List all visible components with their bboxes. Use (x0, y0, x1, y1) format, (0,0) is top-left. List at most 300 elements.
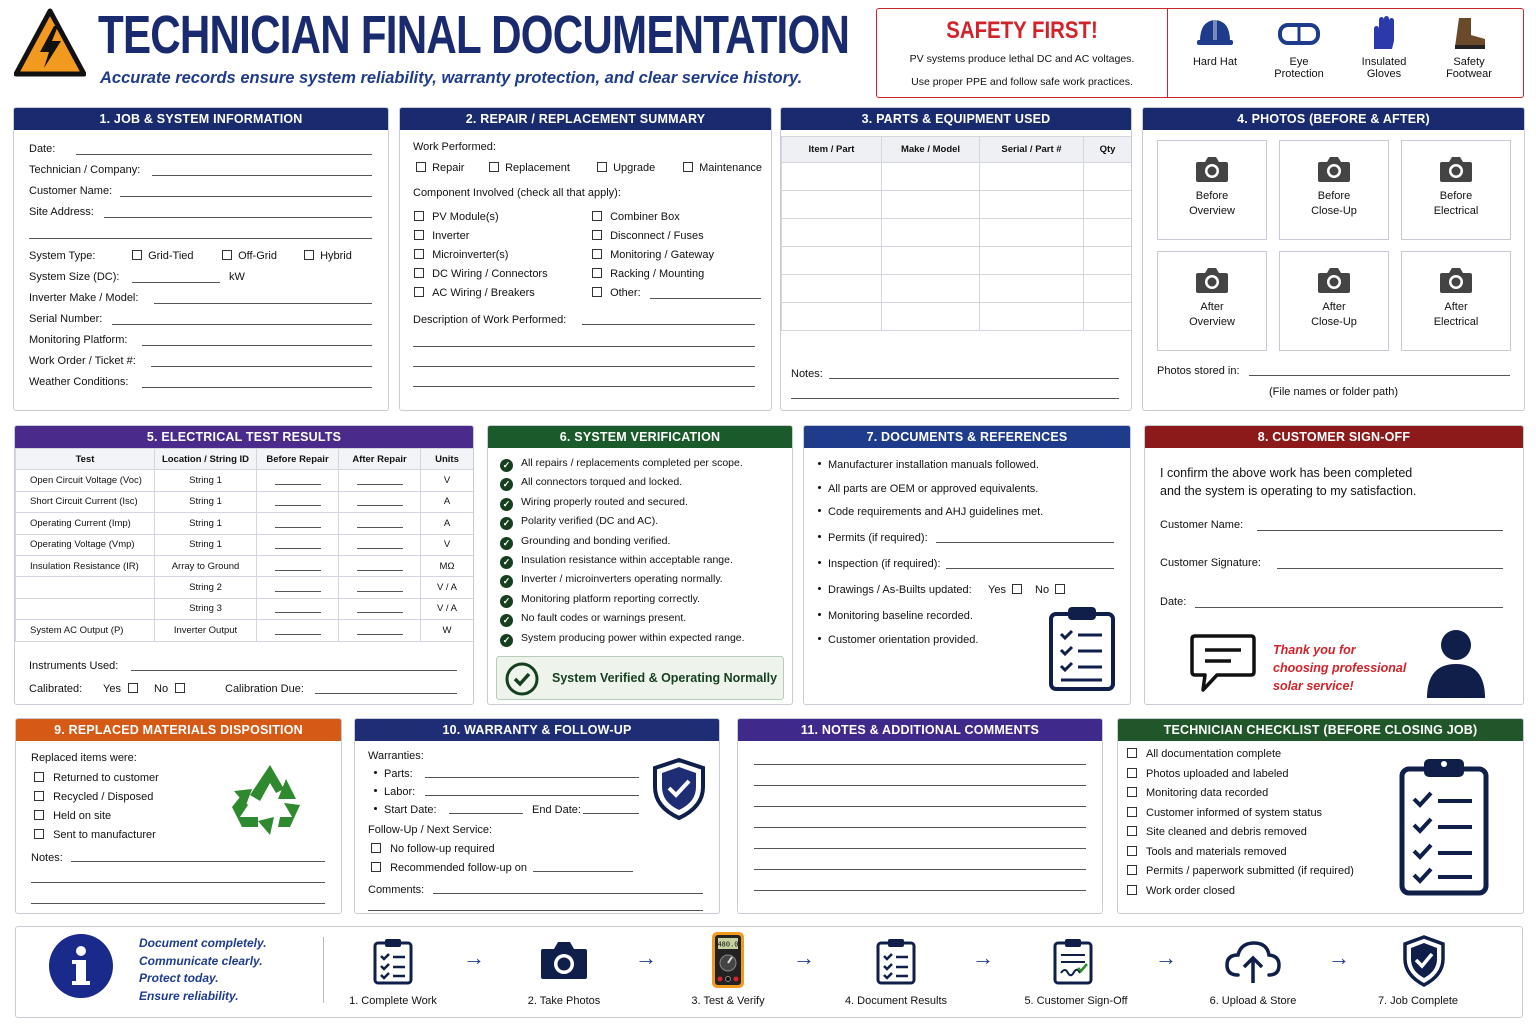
slogan-line: Ensure reliability. (139, 988, 239, 1003)
pv-module-checkbox[interactable] (414, 211, 424, 221)
signoff-date-label: Date: (1160, 596, 1187, 608)
check-icon: ✓ (500, 634, 513, 647)
notes-line[interactable] (754, 827, 1086, 828)
camera-icon (1317, 266, 1351, 294)
section-warranty (354, 718, 720, 914)
returned-checkbox[interactable] (34, 772, 44, 782)
weather-field[interactable] (142, 387, 372, 388)
section-electrical-tests (14, 425, 474, 705)
component-item: Combiner Box (610, 211, 680, 223)
checklist-item: Customer informed of system status (1127, 807, 1322, 819)
test-location: String 1 (155, 470, 257, 491)
calibrated-label: Calibrated: (29, 683, 83, 695)
step-6-label: 6. Upload & Store (1209, 995, 1297, 1007)
slogan-line: Protect today. (139, 971, 219, 985)
page-title: TECHNICIAN FINAL DOCUMENTATION (98, 5, 850, 65)
technician-field[interactable] (152, 175, 372, 176)
photo-label-a: After (1444, 301, 1468, 313)
check-icon: ✓ (500, 459, 513, 472)
recommended-followup-label: Recommended follow-up on (390, 862, 528, 874)
goggles-icon (1277, 15, 1321, 51)
test-name: Operating Current (Imp) (16, 513, 155, 534)
parts-cell[interactable] (782, 275, 882, 303)
disposition-notes-line[interactable] (31, 903, 325, 904)
upgrade-checkbox[interactable] (597, 162, 607, 172)
weather-label: Weather Conditions: (29, 376, 129, 388)
component-item: AC Wiring / Breakers (432, 287, 535, 299)
test-location: String 2 (155, 577, 257, 598)
inverter-label: Inverter Make / Model: (29, 292, 139, 304)
signoff-name-label: Customer Name: (1160, 519, 1244, 531)
system-type-label: System Type: (29, 250, 96, 262)
step-3-label: 3. Test & Verify (691, 995, 765, 1007)
component-item: Microinverter(s) (432, 249, 509, 261)
recycle-icon (230, 761, 310, 837)
after-value[interactable] (339, 470, 421, 491)
dc-wiring-checkbox[interactable] (414, 268, 424, 278)
checklist-checkbox[interactable] (1127, 865, 1137, 875)
work-order-field[interactable] (151, 366, 372, 367)
thanks-line-1: Thank you for (1273, 643, 1356, 657)
section-parts (780, 107, 1132, 411)
doc-drawings: Drawings / As-Builts updated: (818, 584, 972, 596)
calibration-due-label: Calibration Due: (225, 683, 304, 695)
photo-slot[interactable] (1401, 251, 1511, 351)
camera-icon (1317, 155, 1351, 183)
photo-slot[interactable] (1279, 251, 1389, 351)
parts-table (781, 136, 1132, 331)
serial-label: Serial Number: (29, 313, 103, 325)
ppe-hard-hat: Hard Hat (1175, 15, 1255, 68)
recycled-checkbox[interactable] (34, 791, 44, 801)
shield-check-icon (651, 757, 707, 821)
parts-cell[interactable] (782, 247, 882, 275)
system-size-label: System Size (DC): (29, 271, 120, 283)
checklist-checkbox[interactable] (1127, 885, 1137, 895)
parts-notes-line[interactable] (791, 398, 1119, 399)
comments-field[interactable] (433, 893, 703, 894)
notes-line[interactable] (754, 806, 1086, 807)
section-3-title: 3. PARTS & EQUIPMENT USED (781, 108, 1131, 130)
before-value[interactable] (257, 491, 339, 512)
arrow-icon: → (635, 945, 657, 970)
before-value[interactable] (257, 598, 339, 619)
verification-item: ✓ All connectors torqued and locked. (500, 476, 682, 491)
replacement-label: Replacement (505, 162, 570, 174)
photo-label-b: Electrical (1433, 316, 1479, 328)
section-replaced-materials (15, 718, 342, 914)
camera-icon (1195, 155, 1229, 183)
test-units: A (421, 513, 474, 534)
verification-item: ✓ Wiring properly routed and secured. (500, 496, 688, 511)
photo-label-b: Electrical (1433, 205, 1479, 217)
checklist-item: Work order closed (1127, 885, 1235, 897)
col-serial: Serial / Part # (980, 137, 1084, 163)
inverter-checkbox[interactable] (414, 230, 424, 240)
clipboard-icon (1048, 604, 1116, 692)
col-test: Test (16, 449, 155, 470)
disposition-notes-field[interactable] (71, 861, 325, 862)
parts-cell[interactable] (782, 163, 882, 191)
section-2-title: 2. REPAIR / REPLACEMENT SUMMARY (400, 108, 771, 130)
section-notes (737, 718, 1103, 914)
calibrated-yes-checkbox[interactable] (128, 683, 138, 693)
racking-checkbox[interactable] (592, 268, 602, 278)
doc-permits: Permits (if required): (818, 532, 928, 544)
description-field[interactable] (582, 324, 755, 325)
after-value[interactable] (339, 577, 421, 598)
check-icon: ✓ (500, 517, 513, 530)
disposition-notes-label: Notes: (31, 852, 63, 864)
thanks-line-2: choosing professional (1273, 661, 1407, 675)
warning-icon (14, 8, 86, 78)
recommended-followup-checkbox[interactable] (371, 862, 381, 872)
component-item: Disconnect / Fuses (610, 230, 704, 242)
verification-item: ✓ Insulation resistance within acceptable range. (500, 554, 733, 569)
step-2-label: 2. Take Photos (527, 995, 601, 1007)
work-order-label: Work Order / Ticket #: (29, 355, 136, 367)
section-7-title: 7. DOCUMENTS & REFERENCES (804, 426, 1130, 448)
section-12-title: TECHNICIAN CHECKLIST (BEFORE CLOSING JOB) (1118, 719, 1523, 741)
verification-item: ✓ Inverter / microinverters operating normally. (500, 573, 723, 588)
arrow-icon: → (463, 945, 485, 970)
warranty-labor-label: Labor: (384, 786, 416, 798)
signoff-signature-field[interactable] (1277, 568, 1503, 569)
page-subtitle: Accurate records ensure system reliability, warranty protection, and clear service history. (100, 69, 803, 87)
test-row (16, 620, 474, 641)
followup-label: Follow-Up / Next Service: (368, 824, 493, 836)
test-name: Insulation Resistance (IR) (16, 555, 155, 576)
confirm-line-1: I confirm the above work has been completed (1160, 466, 1413, 480)
sent-checkbox[interactable] (34, 829, 44, 839)
step-5-label: 5. Customer Sign-Off (1024, 995, 1128, 1007)
step-7-label: 7. Job Complete (1377, 995, 1459, 1007)
test-location: String 1 (155, 491, 257, 512)
after-value[interactable] (339, 598, 421, 619)
section-customer-signoff (1144, 425, 1524, 705)
arrow-icon: → (793, 945, 815, 970)
notes-line[interactable] (754, 869, 1086, 870)
hybrid-label: Hybrid (320, 250, 352, 262)
safety-line-2: Use proper PPE and follow safe work practices. (911, 76, 1133, 88)
test-units: A (421, 491, 474, 512)
parts-notes-label: Notes: (791, 368, 823, 380)
test-name: Operating Voltage (Vmp) (16, 534, 155, 555)
warranties-label: Warranties: (368, 750, 424, 762)
step-4-label: 4. Document Results (844, 995, 948, 1007)
maintenance-checkbox[interactable] (683, 162, 693, 172)
step-2-camera-icon (539, 939, 589, 981)
test-row (16, 577, 474, 598)
site-label: Site Address: (29, 206, 94, 218)
slogan-line: Document completely. (139, 936, 267, 950)
section-1-title: 1. JOB & SYSTEM INFORMATION (14, 108, 388, 130)
test-name (16, 598, 155, 619)
checklist-checkbox[interactable] (1127, 846, 1137, 856)
maintenance-label: Maintenance (699, 162, 763, 174)
component-label: Component Involved (check all that apply): (413, 187, 621, 199)
chat-bubble-icon (1189, 632, 1257, 694)
checklist-checkbox[interactable] (1127, 748, 1137, 758)
repair-checkbox[interactable] (416, 162, 426, 172)
test-units: W (421, 620, 474, 641)
drawings-no-checkbox[interactable] (1055, 584, 1065, 594)
verification-item: ✓ No fault codes or warnings present. (500, 612, 686, 627)
warranty-parts-label: Parts: (384, 768, 413, 780)
confirm-line-2: and the system is operating to my satisfaction. (1160, 484, 1417, 498)
start-date-field[interactable] (449, 813, 523, 814)
step-6-cloud-upload-icon (1224, 939, 1282, 985)
section-system-verification (487, 425, 793, 705)
after-value[interactable] (339, 620, 421, 641)
drawings-yes-checkbox[interactable] (1012, 584, 1022, 594)
boot-icon (1449, 15, 1489, 51)
camera-icon (1439, 266, 1473, 294)
hard-hat-icon (1195, 15, 1235, 51)
notes-line[interactable] (754, 848, 1086, 849)
check-icon: ✓ (500, 498, 513, 511)
step-7-shield-icon (1402, 935, 1446, 987)
step-4-clipboard-icon (875, 937, 917, 985)
upgrade-label: Upgrade (613, 162, 656, 174)
after-value[interactable] (339, 534, 421, 555)
kw-unit: kW (229, 271, 245, 283)
no-followup-checkbox[interactable] (371, 843, 381, 853)
signoff-name-field[interactable] (1257, 530, 1503, 531)
no-followup-label: No follow-up required (390, 843, 495, 855)
photo-slot[interactable] (1401, 140, 1511, 240)
instruments-label: Instruments Used: (29, 660, 119, 672)
verification-item: ✓ Polarity verified (DC and AC). (500, 515, 658, 530)
ppe-safety-footwear: Safety Footwear (1429, 15, 1509, 80)
after-value[interactable] (339, 491, 421, 512)
test-units: V (421, 534, 474, 555)
safety-box (876, 8, 1524, 98)
grid-tied-checkbox[interactable] (132, 250, 142, 260)
notes-line[interactable] (754, 890, 1086, 891)
step-3-multimeter-icon (710, 930, 746, 990)
col-before: Before Repair (257, 449, 339, 470)
photo-label-a: Before (1439, 190, 1473, 202)
disposition-notes-line[interactable] (31, 882, 325, 883)
photo-label-a: After (1322, 301, 1346, 313)
checklist-checkbox[interactable] (1127, 787, 1137, 797)
photo-slot[interactable] (1157, 251, 1267, 351)
parts-cell[interactable] (782, 303, 882, 331)
component-item: DC Wiring / Connectors (432, 268, 548, 280)
test-name: Open Circuit Voltage (Voc) (16, 470, 155, 491)
description-line[interactable] (413, 386, 755, 387)
off-grid-label: Off-Grid (238, 250, 277, 262)
after-value[interactable] (339, 555, 421, 576)
comments-label: Comments: (368, 884, 425, 896)
before-value[interactable] (257, 577, 339, 598)
combiner-checkbox[interactable] (592, 211, 602, 221)
before-value[interactable] (257, 620, 339, 641)
verified-text: System Verified & Operating Normally (552, 671, 778, 685)
monitoring-field[interactable] (142, 345, 372, 346)
repair-label: Repair (432, 162, 465, 174)
section-11-title: 11. NOTES & ADDITIONAL COMMENTS (738, 719, 1102, 741)
before-value[interactable] (257, 513, 339, 534)
photos-stored-field[interactable] (1249, 375, 1510, 376)
replaced-were-label: Replaced items were: (31, 752, 137, 764)
step-1-label: 1. Complete Work (349, 995, 437, 1007)
col-after: After Repair (339, 449, 421, 470)
system-size-field[interactable] (132, 282, 220, 283)
step-1-clipboard-icon (372, 937, 414, 985)
check-icon: ✓ (500, 556, 513, 569)
disposition-item: Sent to manufacturer (53, 829, 156, 841)
calibration-due-field[interactable] (315, 693, 457, 694)
warranty-parts-field[interactable] (425, 777, 639, 778)
replacement-checkbox[interactable] (489, 162, 499, 172)
parts-notes-field[interactable] (829, 378, 1119, 379)
meter-readout: 480.0 (717, 940, 739, 949)
disconnect-checkbox[interactable] (592, 230, 602, 240)
test-row (16, 513, 474, 534)
test-location: Array to Ground (155, 555, 257, 576)
inverter-field[interactable] (154, 303, 372, 304)
photo-label-b: Close-Up (1311, 205, 1357, 217)
photo-label-a: Before (1317, 190, 1351, 202)
camera-icon (1439, 155, 1473, 183)
other-checkbox[interactable] (592, 287, 602, 297)
test-location: String 1 (155, 513, 257, 534)
check-icon: ✓ (500, 575, 513, 588)
other-field[interactable] (650, 298, 761, 299)
notes-line[interactable] (754, 785, 1086, 786)
held-checkbox[interactable] (34, 810, 44, 820)
doc-item: Code requirements and AHJ guidelines met. (818, 506, 1043, 518)
monitoring-checkbox[interactable] (592, 249, 602, 259)
photos-hint: (File names or folder path) (1269, 386, 1398, 398)
photo-slot[interactable] (1279, 140, 1389, 240)
section-documents (803, 425, 1131, 705)
component-item: Monitoring / Gateway (610, 249, 714, 261)
doc-orientation: Customer orientation provided. (818, 634, 978, 646)
test-name (16, 577, 155, 598)
recommended-followup-field[interactable] (533, 871, 633, 872)
ppe-eye-protection: Eye Protection (1259, 15, 1339, 80)
disposition-item: Returned to customer (53, 772, 159, 784)
grid-tied-label: Grid-Tied (148, 250, 194, 262)
safety-line-1: PV systems produce lethal DC and AC voltages. (909, 53, 1135, 65)
parts-cell[interactable] (782, 219, 882, 247)
off-grid-checkbox[interactable] (222, 250, 232, 260)
step-5-signoff-icon (1052, 937, 1094, 985)
clipboard-check-icon (1398, 755, 1490, 897)
parts-cell[interactable] (782, 191, 882, 219)
end-date-field[interactable] (583, 813, 639, 814)
section-5-title: 5. ELECTRICAL TEST RESULTS (15, 426, 473, 448)
checklist-item: Site cleaned and debris removed (1127, 826, 1307, 838)
calibrated-no-checkbox[interactable] (175, 683, 185, 693)
check-icon: ✓ (500, 614, 513, 627)
camera-icon (1195, 266, 1229, 294)
description-line[interactable] (413, 346, 755, 347)
safety-title: SAFETY FIRST! (946, 17, 1098, 44)
notes-line[interactable] (754, 764, 1086, 765)
permits-field[interactable] (936, 542, 1114, 543)
component-item: PV Module(s) (432, 211, 499, 223)
info-icon (48, 933, 114, 999)
warranty-labor-field[interactable] (425, 795, 639, 796)
drawings-yes-label: Yes (988, 584, 1006, 596)
microinverter-checkbox[interactable] (414, 249, 424, 259)
monitoring-label: Monitoring Platform: (29, 334, 128, 346)
section-job-info (13, 107, 389, 411)
verification-item: ✓ Grounding and bonding verified. (500, 535, 670, 550)
site-field[interactable] (104, 217, 372, 218)
description-line[interactable] (413, 366, 755, 367)
checklist-checkbox[interactable] (1127, 826, 1137, 836)
glove-icon (1366, 15, 1402, 51)
inspection-field[interactable] (946, 568, 1114, 569)
before-value[interactable] (257, 470, 339, 491)
customer-label: Customer Name: (29, 185, 113, 197)
test-location: Inverter Output (155, 620, 257, 641)
verification-item: ✓ All repairs / replacements completed per scope. (500, 457, 743, 472)
check-icon: ✓ (500, 537, 513, 550)
serial-field[interactable] (112, 324, 372, 325)
col-location: Location / String ID (155, 449, 257, 470)
instruments-field[interactable] (131, 670, 457, 671)
section-9-title: 9. REPLACED MATERIALS DISPOSITION (16, 719, 341, 741)
section-8-title: 8. CUSTOMER SIGN-OFF (1145, 426, 1523, 448)
component-item: Inverter (432, 230, 470, 242)
checklist-checkbox[interactable] (1127, 768, 1137, 778)
checklist-item: Tools and materials removed (1127, 846, 1287, 858)
checklist-item: Permits / paperwork submitted (if required) (1127, 865, 1354, 877)
checklist-checkbox[interactable] (1127, 807, 1137, 817)
comments-line[interactable] (368, 910, 703, 911)
signoff-date-field[interactable] (1195, 607, 1503, 608)
photo-label-b: Overview (1189, 316, 1235, 328)
before-value[interactable] (257, 555, 339, 576)
col-item: Item / Part (782, 137, 882, 163)
test-row (16, 598, 474, 619)
test-table (15, 448, 474, 642)
technician-label: Technician / Company: (29, 164, 141, 176)
photos-stored-label: Photos stored in: (1157, 365, 1240, 377)
disposition-item: Held on site (53, 810, 112, 822)
doc-item: All parts are OEM or approved equivalents. (818, 483, 1038, 495)
ac-wiring-checkbox[interactable] (414, 287, 424, 297)
work-performed-label: Work Performed: (413, 141, 496, 153)
calibrated-yes-label: Yes (103, 683, 121, 695)
drawings-no-label: No (1035, 584, 1050, 596)
before-value[interactable] (257, 534, 339, 555)
photo-label-b: Overview (1189, 205, 1235, 217)
after-value[interactable] (339, 513, 421, 534)
test-location: String 3 (155, 598, 257, 619)
doc-item: Manufacturer installation manuals followed. (818, 459, 1039, 471)
checklist-item: All documentation complete (1127, 748, 1281, 760)
photo-label-b: Close-Up (1311, 316, 1357, 328)
photo-slot[interactable] (1157, 140, 1267, 240)
slogan-line: Communicate clearly. (139, 953, 263, 968)
check-icon: ✓ (500, 595, 513, 608)
customer-field[interactable] (120, 196, 372, 197)
test-units: V / A (421, 577, 474, 598)
site-field-2[interactable] (29, 238, 372, 239)
checklist-item: Photos uploaded and labeled (1127, 768, 1289, 780)
date-field[interactable] (76, 154, 372, 155)
hybrid-checkbox[interactable] (304, 250, 314, 260)
col-make: Make / Model (882, 137, 980, 163)
test-units: MΩ (421, 555, 474, 576)
